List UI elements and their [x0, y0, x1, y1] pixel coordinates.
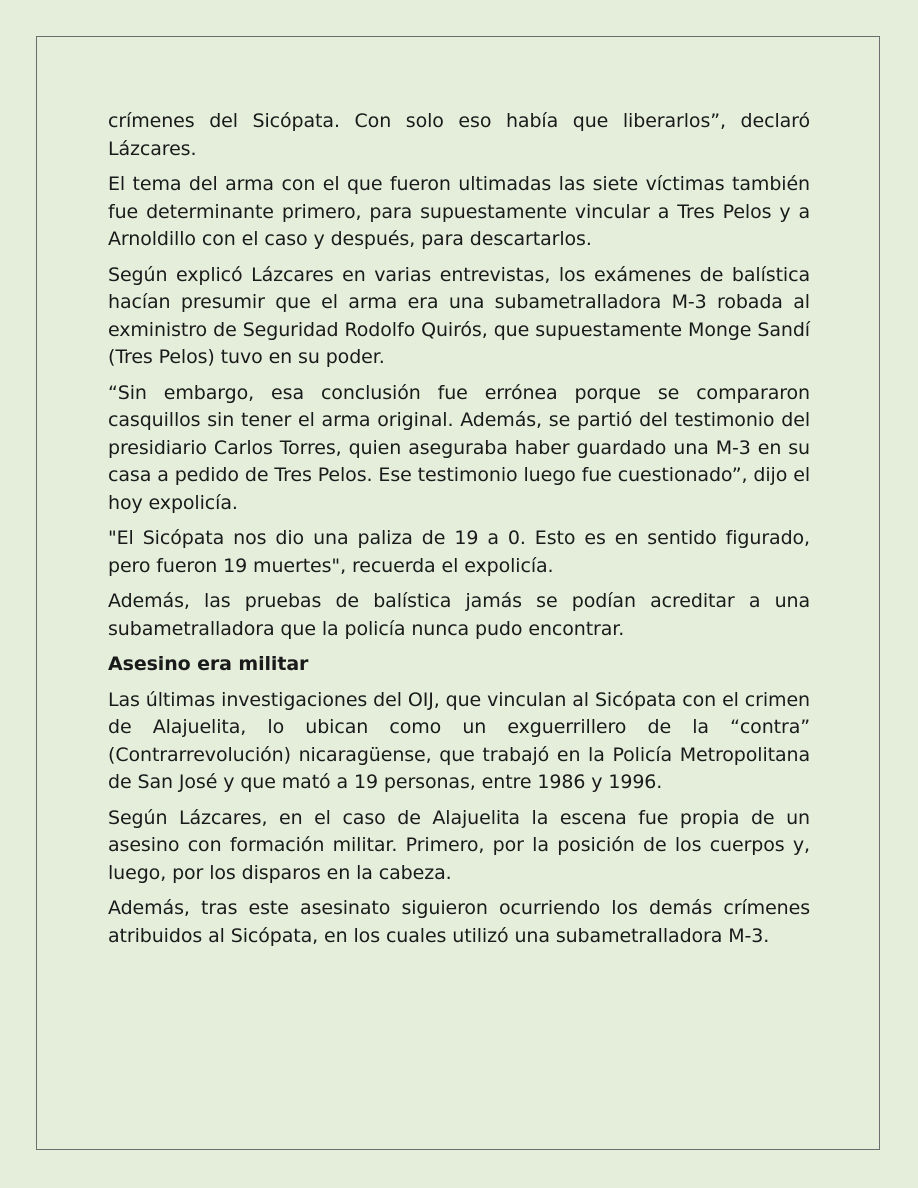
paragraph-2: El tema del arma con el que fueron ultimadas las siete víctimas también fue determinante primero, para supuestamente vincular a Tres Pelos y a Arnoldillo con el caso y después, para descartarlos.	[108, 173, 810, 250]
paragraph-3: Según explicó Lázcares en varias entrevistas, los exámenes de balística hacían presumir que el arma era una subametralladora M-3 robada al exministro de Seguridad Rodolfo Quirós, que supuestamente Monge Sandí (Tres Pelos) tuvo en su poder.	[108, 263, 810, 368]
paragraph-9: Además, tras este asesinato siguieron ocurriendo los demás crímenes atribuidos al Sicópata, en los cuales utilizó una subametralladora M-3.	[108, 897, 810, 947]
paragraph-8: Según Lázcares, en el caso de Alajuelita la escena fue propia de un asesino con formación militar. Primero, por la posición de los cuerpos y, luego, por los disparos en la cabeza.	[108, 806, 810, 884]
paragraph-1: crímenes del Sicópata. Con solo eso había que liberarlos”, declaró Lázcares.	[108, 110, 810, 160]
paragraph-5: "El Sicópata nos dio una paliza de 19 a 0. Esto es en sentido figurado, pero fueron 19 muertes", recuerda el expolicía.	[108, 527, 810, 577]
paragraph-6: Además, las pruebas de balística jamás se podían acreditar a una subametralladora que la policía nunca pudo encontrar.	[108, 590, 810, 640]
paragraph-4: “Sin embargo, esa conclusión fue errónea porque se compararon casquillos sin tener el arma original. Además, se partió del testimonio del presidiario Carlos Torres, quien aseguraba haber guardado una M-3 en su casa a pedido de Tres Pelos. Ese testimonio luego fue cuestionado”, dijo el hoy expolicía.	[108, 381, 810, 514]
section-heading: Asesino era militar	[108, 653, 309, 675]
article-body	[108, 108, 810, 958]
paragraph-7: Las últimas investigaciones del OIJ, que vinculan al Sicópata con el crimen de Alajuelita, lo ubican como un exguerrillero de la “contra” (Contrarrevolución) nicaragüense, que trabajó en la Policía Metropolitana de San José y que mató a 19 personas, entre 1986 y 1996.	[108, 688, 810, 793]
